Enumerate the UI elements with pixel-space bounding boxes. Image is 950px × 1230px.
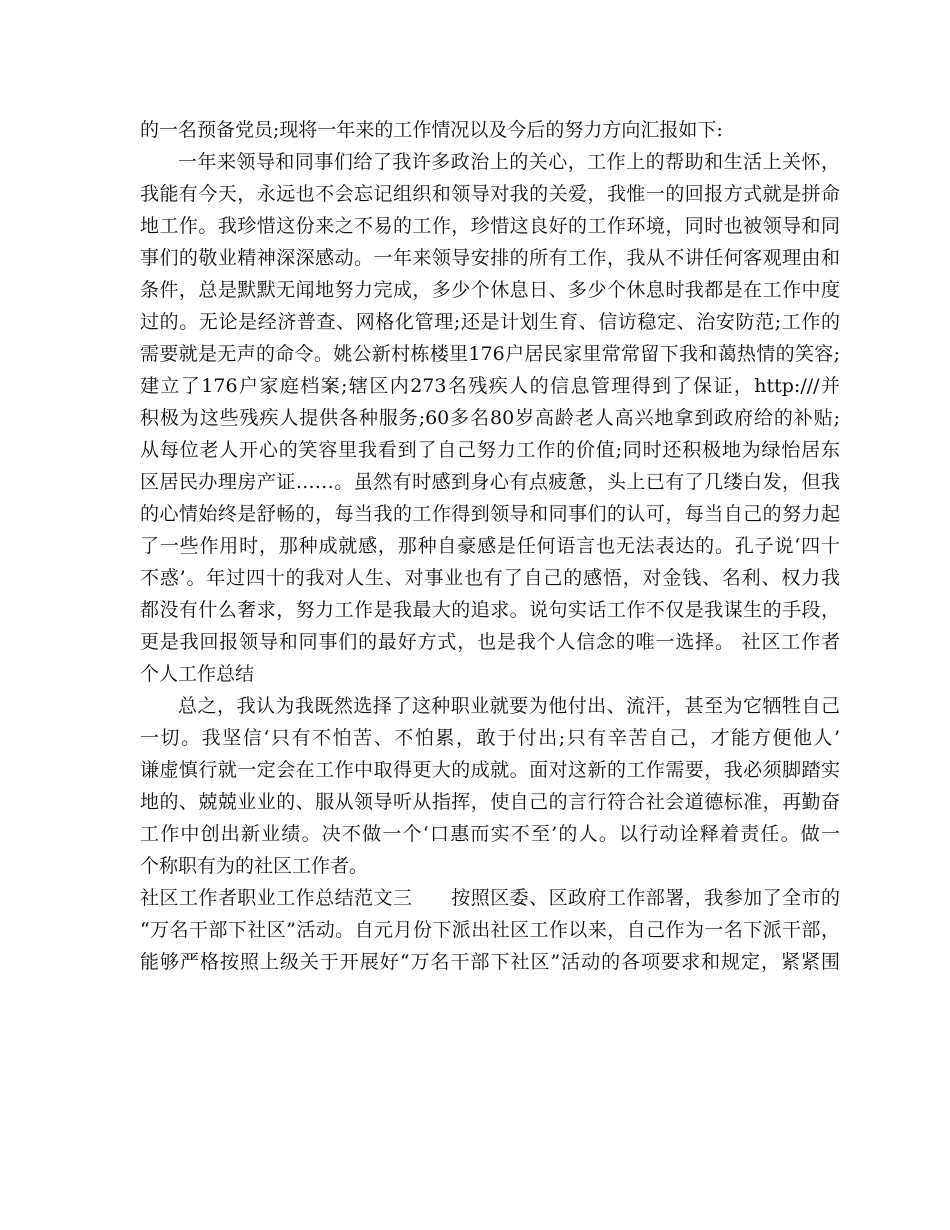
text-line: 区居民办理房产证……。虽然有时感到身心有点疲惫，头上已有了几缕白发，但我	[140, 471, 840, 493]
document-body	[140, 114, 840, 978]
text-line: 社区工作者职业工作总结范文三 按照区委、区政府工作部署，我参加了全市的	[140, 887, 840, 909]
text-line: 一切。我坚信‘只有不怕苦、不怕累，敢于付出;只有辛苦自己，才能方便他人’	[140, 727, 840, 749]
text-line: 了一些作用时，那种成就感，那种自豪感是任何语言也无法表达的。孔子说‘四十	[140, 535, 840, 557]
text-line: 的一名预备党员;现将一年来的工作情况以及今后的努力方向汇报如下:	[140, 119, 723, 141]
text-line: 我能有今天，永远也不会忘记组织和领导对我的关爱，我惟一的回报方式就是拼命	[140, 183, 840, 205]
text-line: 更是我回报领导和同事们的最好方式，也是我个人信念的唯一选择。 社区工作者	[140, 631, 840, 653]
text-line: 过的。无论是经济普查、网格化管理;还是计划生育、信访稳定、治安防范;工作的	[140, 311, 840, 333]
text-line: 个人工作总结	[140, 663, 255, 685]
text-line: 个称职有为的社区工作者。	[140, 855, 369, 877]
text-line: 总之，我认为我既然选择了这种职业就要为他付出、流汗，甚至为它牺牲自己	[178, 695, 840, 717]
text-line: 谦虚慎行就一定会在工作中取得更大的成就。面对这新的工作需要，我必须脚踏实	[140, 759, 840, 781]
text-line: 地工作。我珍惜这份来之不易的工作，珍惜这良好的工作环境，同时也被领导和同	[140, 215, 840, 237]
text-line: 条件，总是默默无闻地努力完成，多少个休息日、多少个休息时我都是在工作中度	[140, 279, 840, 301]
text-line: 工作中创出新业绩。决不做一个‘口惠而实不至’的人。以行动诠释着责任。做一	[140, 823, 840, 845]
text-line: 建立了176户家庭档案;辖区内273名残疾人的信息管理得到了保证，http:///并	[140, 375, 840, 397]
text-line: 从每位老人开心的笑容里我看到了自己努力工作的价值;同时还积极地为绿怡居东	[140, 439, 840, 461]
text-line: 不惑’。年过四十的我对人生、对事业也有了自己的感悟，对金钱、名利、权力我	[140, 567, 840, 589]
text-line: 能够严格按照上级关于开展好“万名干部下社区”活动的各项要求和规定，紧紧围	[140, 951, 840, 973]
text-line: 地的、兢兢业业的、服从领导听从指挥，使自己的言行符合社会道德标准，再勤奋	[140, 791, 840, 813]
text-line: 都没有什么奢求，努力工作是我最大的追求。说句实话工作不仅是我谋生的手段，	[140, 599, 840, 621]
text-line: 需要就是无声的命令。姚公新村栋楼里176户居民家里常常留下我和蔼热情的笑容;	[140, 343, 840, 365]
text-line: 一年来领导和同事们给了我许多政治上的关心，工作上的帮助和生活上关怀，	[178, 151, 840, 173]
text-line: 事们的敬业精神深深感动。一年来领导安排的所有工作，我从不讲任何客观理由和	[140, 247, 840, 269]
text-line: “万名干部下社区”活动。自元月份下派出社区工作以来，自己作为一名下派干部，	[140, 919, 840, 941]
text-line: 的心情始终是舒畅的，每当我的工作得到领导和同事们的认可，每当自己的努力起	[140, 503, 840, 525]
text-line: 积极为这些残疾人提供各种服务;60多名80岁高龄老人高兴地拿到政府给的补贴;	[140, 407, 840, 429]
